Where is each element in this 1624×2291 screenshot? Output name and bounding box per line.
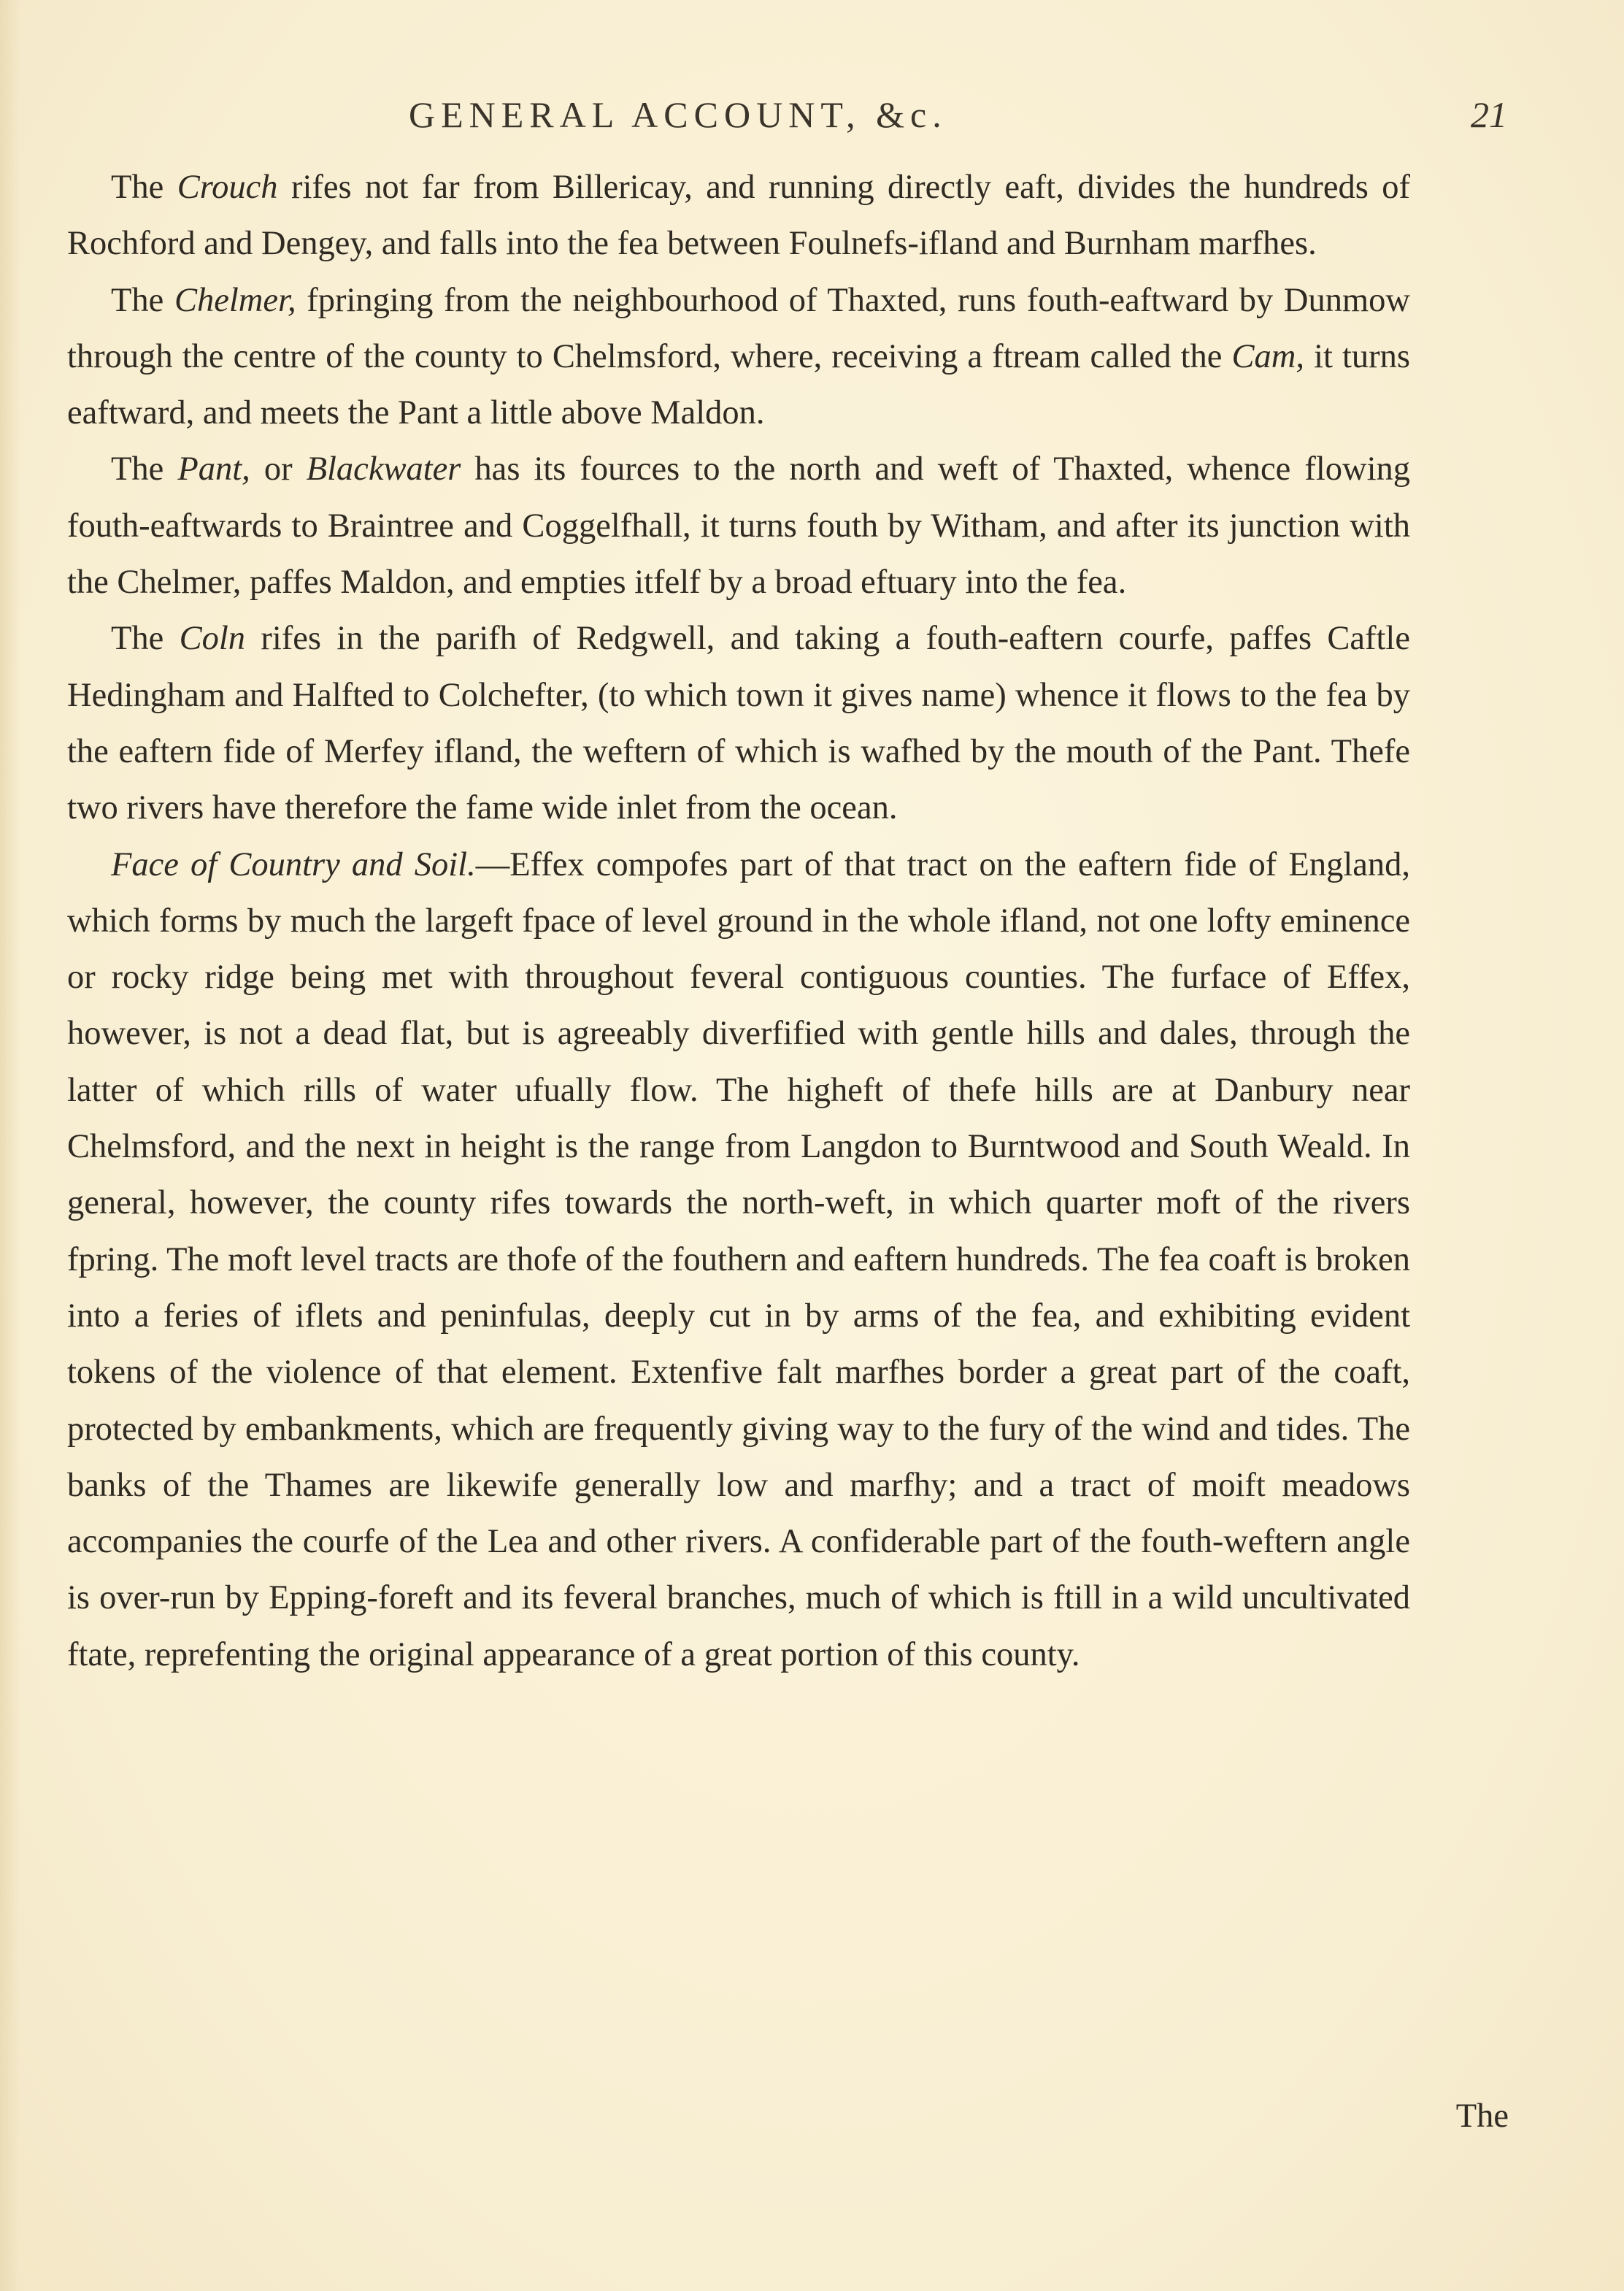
paragraph-lead: The [111,450,178,488]
section-heading-face-of-country: Face of Country and Soil. [111,845,476,883]
page-number: 21 [1471,94,1507,135]
river-name-coln: Coln [179,620,246,658]
river-name-cam: Cam, [1231,337,1305,375]
river-name-blackwater: Blackwater [306,450,461,488]
catchword: The [1455,2098,1509,2135]
paragraph-lead: The [111,620,180,658]
paragraph-lead: The [111,281,174,319]
paragraph-pant [67,441,1410,610]
paragraph-crouch [67,159,1410,272]
river-name-crouch: Crouch [177,169,278,206]
paragraph-coln [67,610,1410,836]
running-title: GENERAL ACCOUNT, &c. [409,94,947,135]
body-text [67,159,1410,1683]
river-name-pant: Pant, [177,450,250,488]
river-name-chelmer: Chelmer, [174,281,296,319]
paragraph-text: or [250,450,307,488]
paragraph-face-of-country [67,837,1410,1683]
paragraph-text: rifes not far from Billericay, and running directly eaft, divides the hundreds of Rochford and Dengey, and falls into the fea between Foulnefs-ifland and Burnham marfhes. [67,169,1410,263]
paragraph-lead: The [111,169,177,206]
paragraph-text: rifes in the parifh of Redgwell, and taking a fouth-eaftern courfe, paffes Caftle Hedingham and Halfted to Colchefter, (to which town it gives name) whence it flows to the fea by the eaftern fide of Merfey ifland, the weftern of which is wafhed by the mouth of the Pant. Thefe two rivers have therefore the fame wide inlet from the ocean. [67,620,1410,827]
paragraph-text: fpringing from the neighbourhood of Thaxted, runs fouth-eaftward by Dunmow through the centre of the county to Chelmsford, where, receiving a ftream called the [67,281,1411,375]
paragraph-text: —Effex compofes part of that tract on the eaftern fide of England, which forms by much the largeft fpace of level ground in the whole ifland, not one lofty eminence or rocky ridge being met with throughout feveral contiguous counties. The furface of Effex, however, is not a dead flat, but is agreeably diverfified with gentle hills and dales, through the latter of which rills of water ufually flow. The higheft of thefe hills are at Danbury near Chelmsford, and the next in height is the range from Langdon to Burntwood and South Weald. In general, however, the county rifes towards the north-weft, in which quarter moft of the rivers fpring. The moft level tracts are thofe of the fouthern and eaftern hundreds. The fea coaft is broken into a feries of iflets and peninfulas, deeply cut in by arms of the fea, and exhibiting evident tokens of the violence of that element. Extenfive falt marfhes border a great part of the coaft, protected by embankments, which are frequently giving way to the fury of the wind and tides. The banks of the Thames are likewife generally low and marfhy; and a tract of moift meadows accompanies the courfe of the Lea and other rivers. A confiderable part of the fouth-weftern angle is over-run by Epping-foreft and its feveral branches, much of which is ftill in a wild uncultivated ftate, reprefenting the original appearance of a great portion of this county. [67,845,1410,1673]
paragraph-chelmer [67,272,1410,442]
paragraph-text: it turns eaftward, and meets the Pant a little above Maldon. [67,337,1411,432]
paragraph-text: has its fources to the north and weft of Thaxted, whence flowing fouth-eaftwards to Braintree and Coggelfhall, it turns fouth by Witham, and after its junction with the Chelmer, paffes Maldon, and empties itfelf by a broad eftuary into the fea. [67,450,1410,602]
